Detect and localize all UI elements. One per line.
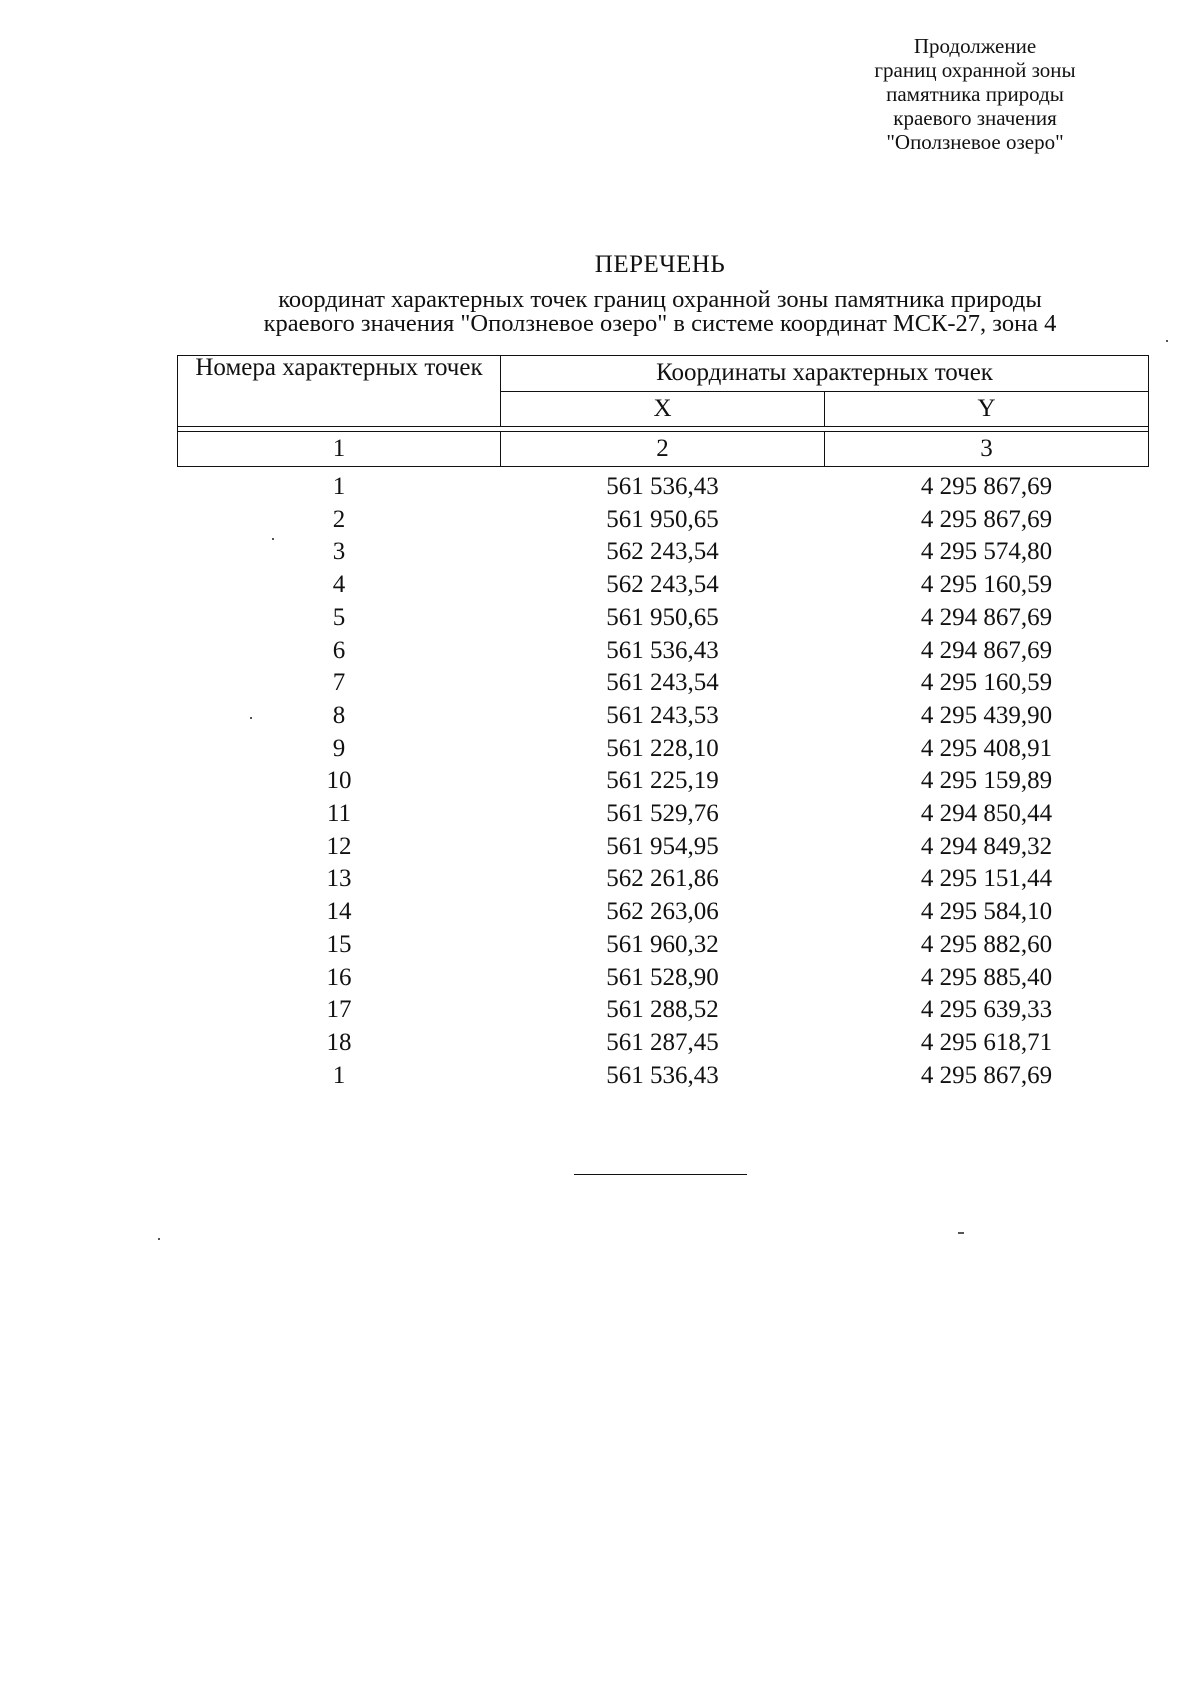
scan-speck	[158, 1238, 160, 1240]
y-coordinate: 4 295 584,10	[920, 898, 1053, 926]
header-coordinates: Координаты характерных точек	[501, 356, 1149, 392]
point-number: 9	[332, 734, 346, 762]
point-number: 11	[326, 800, 352, 828]
continuation-note-line: памятника природы	[886, 82, 1064, 106]
table-row	[178, 536, 1149, 569]
y-coordinate: 4 295 867,69	[920, 505, 1053, 533]
x-coordinate: 561 287,45	[606, 1028, 719, 1056]
y-coordinate: 4 295 885,40	[920, 963, 1053, 991]
point-number: 17	[326, 996, 352, 1024]
continuation-note-line: краевого значения	[893, 106, 1057, 130]
coordinates-table	[177, 355, 1149, 1092]
x-coordinate: 561 960,32	[606, 930, 719, 958]
point-number: 1	[332, 1061, 346, 1089]
document-subtitle	[160, 288, 1160, 336]
end-divider	[574, 1174, 747, 1175]
y-coordinate: 4 294 850,44	[920, 800, 1053, 828]
continuation-note-line: Продолжение	[913, 34, 1037, 58]
point-number: 8	[332, 701, 346, 729]
point-number: 3	[332, 538, 346, 566]
table-row	[178, 733, 1149, 766]
x-coordinate: 561 529,76	[606, 800, 719, 828]
table-row	[178, 831, 1149, 864]
column-number: 2	[501, 432, 825, 467]
x-coordinate: 562 243,54	[606, 538, 719, 566]
x-coordinate: 561 954,95	[606, 832, 719, 860]
point-number: 7	[332, 669, 346, 697]
table-row	[178, 602, 1149, 635]
x-coordinate: 561 536,43	[606, 1061, 719, 1089]
y-coordinate: 4 295 408,91	[920, 734, 1053, 762]
point-number: 4	[332, 571, 346, 599]
y-coordinate: 4 295 159,89	[920, 767, 1053, 795]
scan-speck	[272, 538, 274, 540]
document-title: ПЕРЕЧЕНЬ	[594, 251, 726, 278]
column-number: 1	[178, 432, 501, 467]
table-row	[178, 1027, 1149, 1060]
table-row	[178, 863, 1149, 896]
y-coordinate: 4 295 574,80	[920, 538, 1053, 566]
x-coordinate: 562 261,86	[606, 865, 719, 893]
header-x: X	[501, 391, 825, 427]
point-number: 13	[326, 865, 352, 893]
y-coordinate: 4 295 439,90	[920, 701, 1053, 729]
y-coordinate: 4 294 849,32	[920, 832, 1053, 860]
y-coordinate: 4 295 160,59	[920, 571, 1053, 599]
table-row	[178, 700, 1149, 733]
x-coordinate: 561 228,10	[606, 734, 719, 762]
continuation-note	[810, 34, 1140, 154]
point-number: 15	[326, 930, 352, 958]
x-coordinate: 561 225,19	[606, 767, 719, 795]
table-row	[178, 765, 1149, 798]
y-coordinate: 4 295 160,59	[920, 669, 1053, 697]
subtitle-line: краевого значения "Оползневое озеро" в системе координат МСК-27, зона 4	[263, 310, 1057, 337]
table-row	[178, 667, 1149, 700]
x-coordinate: 562 243,54	[606, 571, 719, 599]
y-coordinate: 4 295 618,71	[920, 1028, 1053, 1056]
table-row	[178, 962, 1149, 995]
x-coordinate: 561 950,65	[606, 603, 719, 631]
x-coordinate: 561 243,53	[606, 701, 719, 729]
point-number: 18	[326, 1028, 352, 1056]
x-coordinate: 561 288,52	[606, 996, 719, 1024]
header-point-numbers: Номера характерных точек	[178, 356, 501, 427]
scan-speck	[1166, 340, 1168, 342]
y-coordinate: 4 295 882,60	[920, 930, 1053, 958]
scan-speck	[250, 717, 252, 719]
table-row	[178, 929, 1149, 962]
table-row	[178, 569, 1149, 602]
subtitle-line: координат характерных точек границ охранной зоны памятника природы	[278, 286, 1042, 313]
table-row	[178, 1060, 1149, 1093]
continuation-note-line: границ охранной зоны	[874, 58, 1076, 82]
point-number: 12	[326, 832, 352, 860]
x-coordinate: 561 536,43	[606, 473, 719, 500]
table-row	[178, 798, 1149, 831]
continuation-note-line: "Оползневое озеро"	[886, 130, 1064, 154]
table-row	[178, 504, 1149, 537]
point-number: 6	[332, 636, 346, 664]
y-coordinate: 4 294 867,69	[920, 603, 1053, 631]
x-coordinate: 561 243,54	[606, 669, 719, 697]
header-y: Y	[825, 391, 1149, 427]
scan-speck	[958, 1232, 964, 1234]
point-number: 14	[326, 898, 352, 926]
y-coordinate: 4 295 151,44	[920, 865, 1053, 893]
x-coordinate: 561 528,90	[606, 963, 719, 991]
y-coordinate: 4 295 867,69	[920, 1061, 1053, 1089]
point-number: 2	[332, 505, 346, 533]
x-coordinate: 562 263,06	[606, 898, 719, 926]
table-row	[178, 994, 1149, 1027]
column-number: 3	[825, 432, 1149, 467]
coordinates-body	[178, 467, 1149, 1093]
table-row	[178, 467, 1149, 504]
x-coordinate: 561 950,65	[606, 505, 719, 533]
y-coordinate: 4 295 639,33	[920, 996, 1053, 1024]
point-number: 5	[332, 603, 346, 631]
table-row	[178, 635, 1149, 668]
x-coordinate: 561 536,43	[606, 636, 719, 664]
point-number: 1	[332, 473, 346, 500]
y-coordinate: 4 294 867,69	[920, 636, 1053, 664]
point-number: 16	[326, 963, 352, 991]
y-coordinate: 4 295 867,69	[920, 473, 1053, 500]
point-number: 10	[326, 767, 352, 795]
table-row	[178, 896, 1149, 929]
